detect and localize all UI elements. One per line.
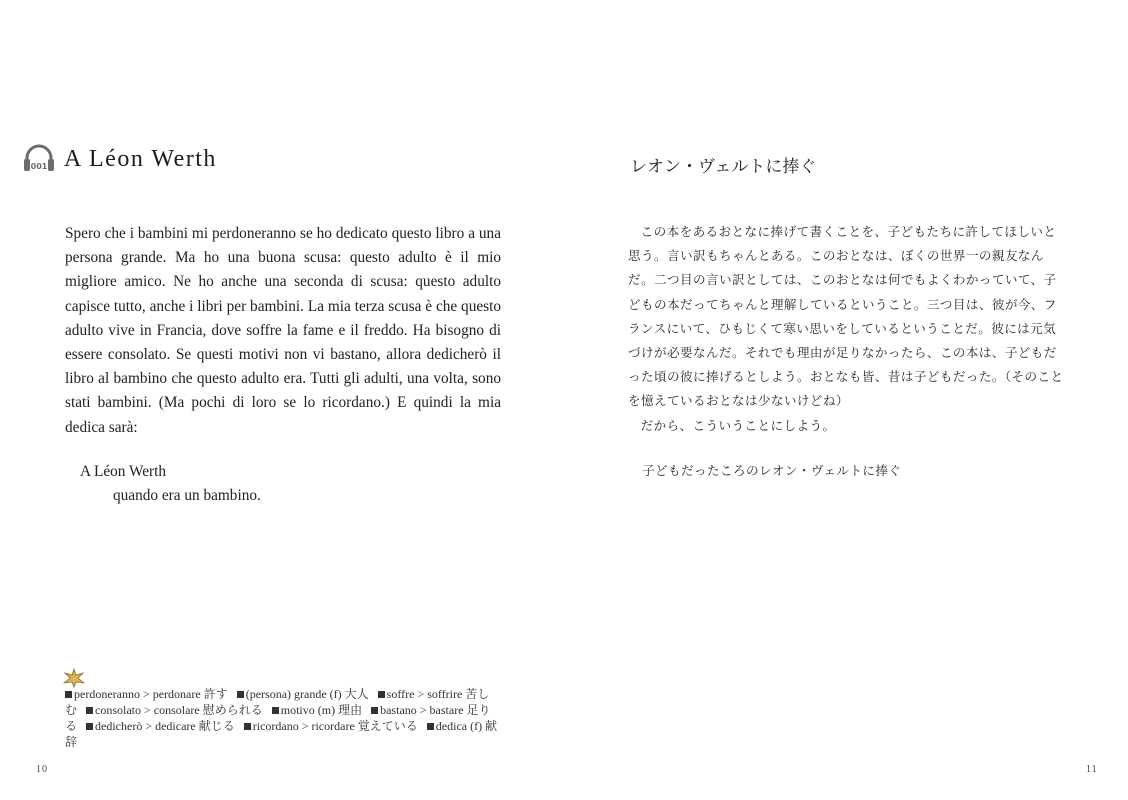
vocab-item: bastano > bastare 足りる	[65, 703, 491, 733]
vocab-item: soffre > soffrire 苦しむ	[65, 687, 490, 717]
vocab-item: dedica (f) 献辞	[65, 719, 498, 749]
paragraph: だから、こういうことにしよう。	[640, 417, 836, 433]
vocab-item: ricordano > ricordare 覚えている	[244, 719, 418, 733]
vocab-item: consolato > consolare 慰められる	[86, 703, 263, 717]
title-row	[22, 142, 217, 176]
right-page	[564, 0, 1128, 800]
star-icon	[63, 668, 85, 688]
dedication-line-1: A Léon Werth	[80, 463, 166, 480]
vocab-item: perdoneranno > perdonare 許す	[65, 687, 228, 701]
dedication-line-2: quando era un bambino.	[113, 487, 261, 505]
body-text: Spero che i bambini mi perdoneranno se ho dedicato questo libro a una persona grande. Ma ho una buona scusa: questo adulto è il mio migliore amico. Ne ho anche una seconda di scusa: questo adulto capisce tutto, anche i libri per bambini. La mia terza scusa è che questo adulto vive in Francia, dove soffre la fame e il freddo. Ha bisogno di essere consolato. Se questi motivi non vi bastano, allora dedicherò il libro al bambino che questo adulto era. Tutti gli adulti, una volta, sono stati bambini. (Ma pochi di loro se lo ricordano.) E quindi la mia dedica sarà:	[65, 225, 501, 436]
vocab-item: dedicherò > dedicare 献じる	[86, 719, 235, 733]
vocabulary-list	[65, 686, 505, 750]
audio-track-number: 001	[30, 162, 48, 171]
paragraph: この本をあるおとなに捧げて書くことを、子どもたちに許してほしいと思う。言い訳もちゃんとある。このおとなは、ぼくの世界一の親友なんだ。二つ目の言い訳としては、このおとなは何でもよくわかっていて、子どもの本だってちゃんと理解しているということ。三つ目は、彼が今、フランスにいて、ひもじくて寒い思いをしているということだ。彼には元気づけが必要なんだ。それでも理由が足りなかったら、この本は、子どもだった頃の彼に捧げるとしよう。おとなも皆、昔は子どもだった。（そのことを憶えているおとなは少ないけどね）	[628, 224, 1064, 409]
page-title: A Léon Werth	[64, 145, 217, 172]
vocab-item: (persona) grande (f) 大人	[237, 687, 369, 701]
vocab-item: motivo (m) 理由	[272, 703, 362, 717]
headphones-icon[interactable]	[22, 142, 56, 176]
closing-dedication-ja: 子どもだったころのレオン・ヴェルトに捧ぐ	[642, 463, 902, 478]
page-title-ja: レオン・ヴェルトに捧ぐ	[630, 157, 817, 177]
page-number-right: 11	[1086, 764, 1098, 775]
dedication	[80, 460, 261, 508]
page-number-left: 10	[36, 764, 48, 775]
body-text-ja	[628, 220, 1068, 438]
